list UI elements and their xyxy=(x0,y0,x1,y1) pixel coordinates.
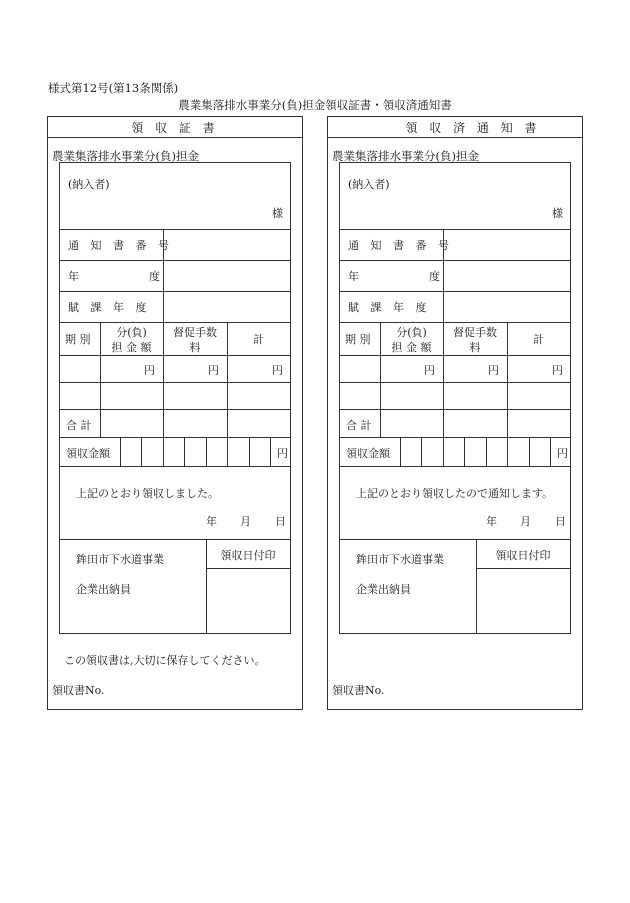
row-line xyxy=(206,568,290,569)
panel-title xyxy=(346,119,600,136)
date-day: 日 xyxy=(555,515,566,528)
receipt-table xyxy=(59,162,291,634)
fee-header-2: 料 xyxy=(189,341,201,354)
receipt-number-label: 領収書No. xyxy=(332,684,385,697)
received-amount-label: 領収金額 xyxy=(346,447,390,460)
yen-unit: 円 xyxy=(424,364,435,377)
digit-line xyxy=(141,437,142,466)
panel-title xyxy=(48,119,302,136)
row-line xyxy=(60,322,290,323)
row-line xyxy=(340,322,570,323)
row-line xyxy=(340,539,570,540)
date-year: 年 xyxy=(206,515,217,528)
panel-title-text: 領 収 済 通 知 書 xyxy=(405,121,541,135)
col-line xyxy=(443,229,444,322)
row-line xyxy=(340,260,570,261)
received-amount-label: 領収金額 xyxy=(66,447,110,460)
row-line xyxy=(340,355,570,356)
digit-line xyxy=(227,437,228,466)
title-divider xyxy=(48,137,302,138)
yen-unit: 円 xyxy=(277,447,288,460)
fee-header-2: 料 xyxy=(469,341,481,354)
receipt-message: 上記のとおり領収しました。 xyxy=(76,487,219,500)
row-line xyxy=(340,291,570,292)
keep-note: この領収書は,大切に保存してください。 xyxy=(64,654,266,667)
digit-line xyxy=(529,437,530,466)
year-label: 年 度 xyxy=(348,270,440,283)
yen-unit: 円 xyxy=(208,364,219,377)
notice-number-label: 通 知 書 番 号 xyxy=(68,239,173,252)
title-divider xyxy=(328,137,582,138)
digit-line xyxy=(163,437,164,466)
row-line xyxy=(60,409,290,410)
row-line xyxy=(340,437,570,438)
row-line xyxy=(60,260,290,261)
row-line xyxy=(60,382,290,383)
levy-year-label: 賦 課 年 度 xyxy=(348,301,431,314)
amount-header-1: 分(負) xyxy=(116,326,147,339)
total-header: 計 xyxy=(533,333,544,346)
office-name: 鉾田市下水道事業 xyxy=(76,553,164,566)
payer-label: (納入者) xyxy=(348,178,390,191)
digit-line xyxy=(443,437,444,466)
col-line xyxy=(163,322,164,437)
period-label: 期 別 xyxy=(345,333,371,346)
year-label: 年 度 xyxy=(68,270,160,283)
row-line xyxy=(60,229,290,230)
date-day: 日 xyxy=(275,515,286,528)
row-line xyxy=(340,229,570,230)
sum-label: 合 計 xyxy=(346,419,372,432)
digit-line xyxy=(184,437,185,466)
sum-label: 合 計 xyxy=(66,419,92,432)
col-line xyxy=(227,322,228,437)
panel-title-text: 領 収 証 書 xyxy=(131,121,219,135)
row-line xyxy=(60,466,290,467)
amount-header-2: 担 金 額 xyxy=(111,341,152,354)
period-label: 期 別 xyxy=(65,333,91,346)
digit-line xyxy=(507,437,508,466)
digit-line xyxy=(249,437,250,466)
digit-line xyxy=(486,437,487,466)
digit-line xyxy=(206,437,207,466)
digit-line xyxy=(270,437,271,466)
panel-subtitle: 農業集落排水事業分(負)担金 xyxy=(332,149,479,163)
row-line xyxy=(60,355,290,356)
row-line xyxy=(60,539,290,540)
digit-line xyxy=(550,437,551,466)
fee-header-1: 督促手数 xyxy=(173,326,217,339)
payer-label: (納入者) xyxy=(68,178,110,191)
digit-line xyxy=(400,437,401,466)
notice-table xyxy=(339,162,571,634)
receipt-number-label: 領収書No. xyxy=(52,684,105,697)
notice-number-label: 通 知 書 番 号 xyxy=(348,239,453,252)
main-title: 農業集落排水事業分(負)担金領収証書・領収済通知書 xyxy=(178,98,452,112)
levy-year-label: 賦 課 年 度 xyxy=(68,301,151,314)
col-line xyxy=(100,322,101,437)
date-month: 月 xyxy=(520,515,531,528)
yen-unit: 円 xyxy=(557,447,568,460)
total-header: 計 xyxy=(253,333,264,346)
fee-header-1: 督促手数 xyxy=(453,326,497,339)
digit-line xyxy=(464,437,465,466)
row-line xyxy=(340,466,570,467)
row-line xyxy=(60,291,290,292)
col-line xyxy=(380,322,381,437)
office-name: 鉾田市下水道事業 xyxy=(356,553,444,566)
treasurer-label: 企業出納員 xyxy=(76,583,131,596)
sama-label: 様 xyxy=(552,207,563,220)
receipt-panel xyxy=(47,116,303,710)
digit-line xyxy=(421,437,422,466)
form-number: 様式第12号(第13条関係) xyxy=(48,81,179,95)
digit-line xyxy=(120,437,121,466)
yen-unit: 円 xyxy=(272,364,283,377)
amount-header-1: 分(負) xyxy=(396,326,427,339)
amount-header-2: 担 金 額 xyxy=(391,341,432,354)
row-line xyxy=(60,437,290,438)
panel-subtitle: 農業集落排水事業分(負)担金 xyxy=(52,149,199,163)
col-line xyxy=(507,322,508,437)
col-line xyxy=(443,322,444,437)
date-month: 月 xyxy=(240,515,251,528)
yen-unit: 円 xyxy=(144,364,155,377)
date-year: 年 xyxy=(486,515,497,528)
stamp-label: 領収日付印 xyxy=(220,549,276,562)
row-line xyxy=(340,382,570,383)
row-line xyxy=(340,409,570,410)
stamp-label: 領収日付印 xyxy=(495,549,551,562)
row-line xyxy=(476,568,570,569)
treasurer-label: 企業出納員 xyxy=(356,583,411,596)
yen-unit: 円 xyxy=(552,364,563,377)
notice-message: 上記のとおり領収したので通知します。 xyxy=(356,487,554,500)
notice-panel xyxy=(327,116,583,710)
col-line xyxy=(163,229,164,322)
sama-label: 様 xyxy=(272,207,283,220)
yen-unit: 円 xyxy=(488,364,499,377)
